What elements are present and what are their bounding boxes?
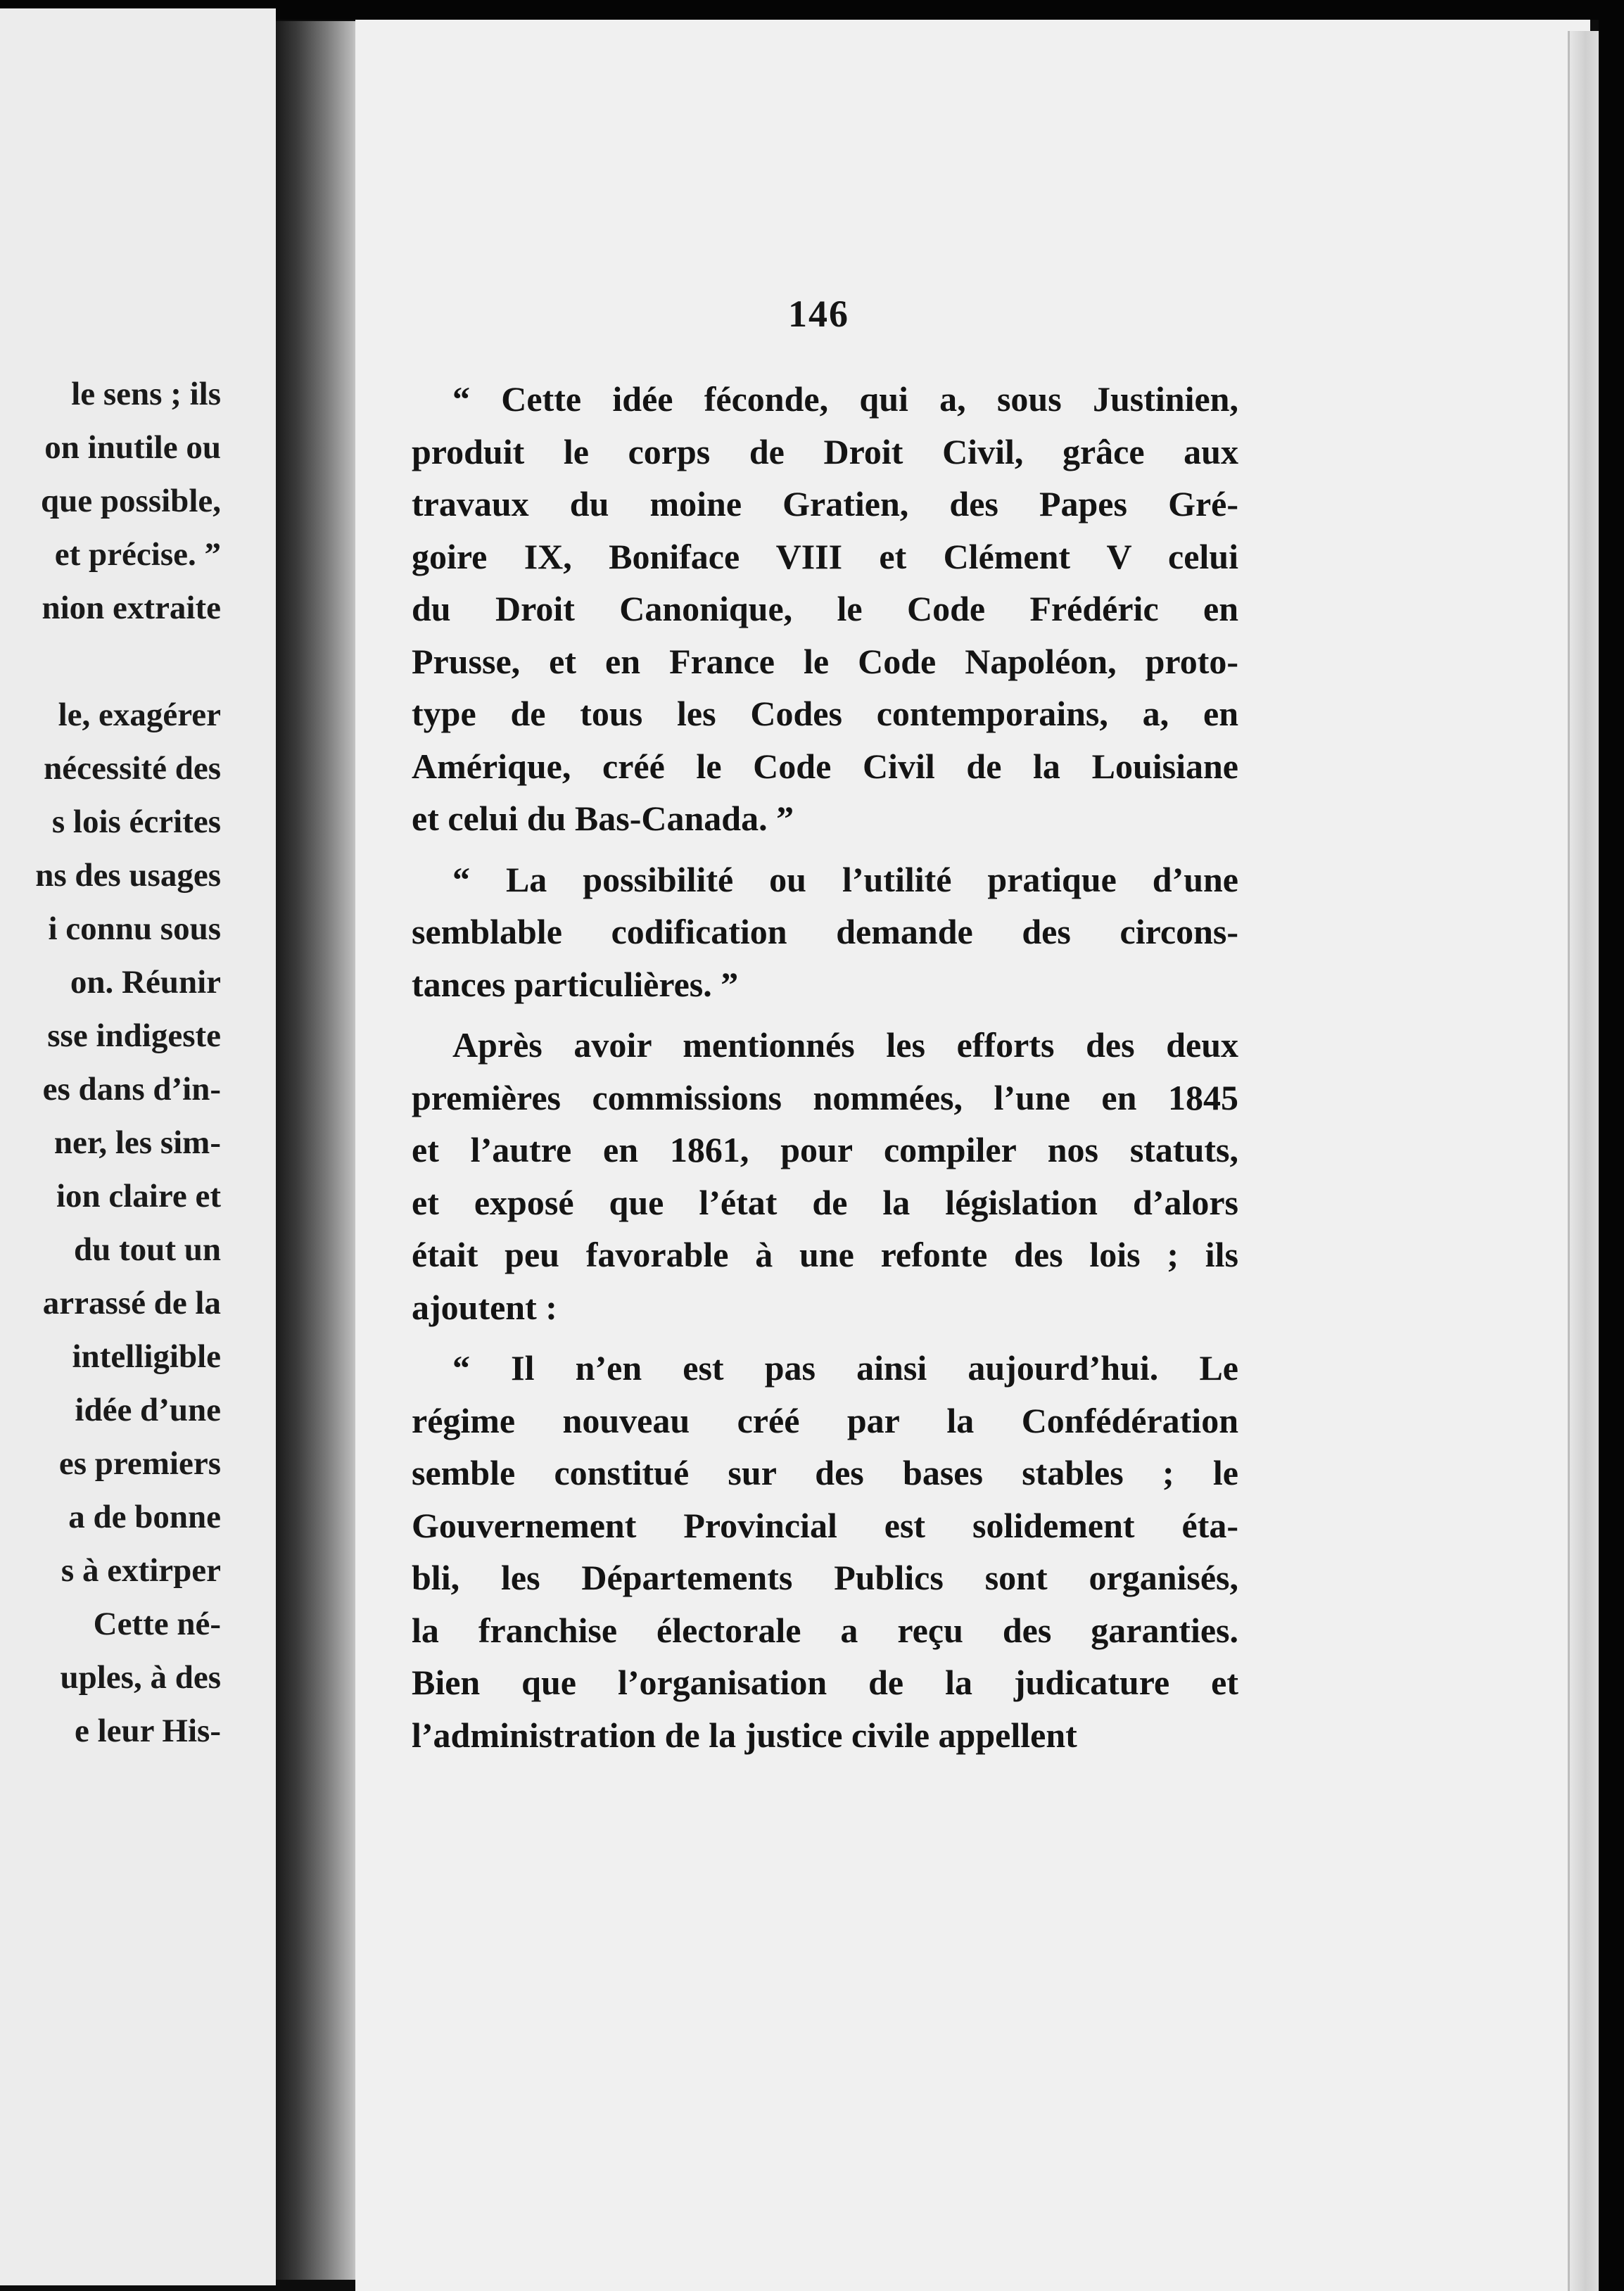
- text-line: “ La possibilité ou l’utilité pratique d’une: [452, 859, 1238, 899]
- paragraph: [412, 1342, 1238, 1761]
- paragraph-gap: [412, 1010, 1238, 1019]
- facing-page-line: du tout un: [74, 1231, 221, 1268]
- facing-page-line: e leur His-: [75, 1713, 221, 1749]
- facing-page-line: arrassé de la: [42, 1285, 221, 1321]
- text-line: “ Il n’en est pas ainsi aujourd’hui. Le: [452, 1348, 1238, 1388]
- text-line: “ Cette idée féconde, qui a, sous Justinien,: [452, 379, 1238, 419]
- facing-page-line: ner, les sim-: [53, 1124, 221, 1161]
- facing-page-line: on inutile ou: [44, 429, 221, 466]
- text-line: Gouvernement Provincial est solidement éta-: [412, 1505, 1238, 1545]
- facing-page-text: [35, 367, 221, 1758]
- text-line: Après avoir mentionnés les efforts des deux: [452, 1025, 1238, 1065]
- facing-page-left: [0, 8, 276, 2285]
- facing-page-line: le, exagérer: [58, 697, 221, 733]
- facing-page-line: s lois écrites: [51, 804, 221, 840]
- page-edge: [1568, 31, 1601, 2291]
- text-line: travaux du moine Gratien, des Papes Gré-: [412, 484, 1238, 523]
- text-line: Amérique, créé le Code Civil de la Louisiane: [412, 746, 1238, 786]
- facing-page-line: intelligible: [72, 1338, 221, 1375]
- facing-page-line: es dans d’in-: [42, 1071, 221, 1108]
- text-line: goire IX, Boniface VIII et Clément V celui: [412, 536, 1238, 576]
- facing-page-line: on. Réunir: [70, 964, 221, 1001]
- facing-page-line: et précise. ”: [54, 536, 221, 573]
- text-line: bli, les Départements Publics sont organisés,: [412, 1558, 1238, 1597]
- facing-page-line: uples, à des: [60, 1659, 221, 1696]
- scan-border-right: [1599, 0, 1624, 2291]
- facing-page-line: ion claire et: [56, 1178, 221, 1214]
- book-gutter-shadow: [276, 21, 360, 2280]
- facing-page-line: ns des usages: [35, 857, 221, 894]
- text-line: semblable codification demande des circons-: [412, 912, 1238, 951]
- paragraph: [412, 373, 1238, 845]
- text-line: du Droit Canonique, le Code Frédéric en: [412, 589, 1238, 628]
- facing-page-line: a de bonne: [68, 1499, 221, 1535]
- text-line: était peu favorable à une refonte des lois ; ils: [412, 1235, 1238, 1274]
- text-line: Prusse, et en France le Code Napoléon, proto-: [412, 641, 1238, 681]
- facing-page-line: nécessité des: [44, 750, 221, 787]
- facing-page-line: le sens ; ils: [71, 376, 221, 412]
- paragraph: [412, 853, 1238, 1011]
- facing-page-line: sse indigeste: [47, 1017, 221, 1054]
- paragraph-gap: [412, 1333, 1238, 1342]
- facing-page-line: que possible,: [41, 483, 221, 519]
- text-line: régime nouveau créé par la Confédération: [412, 1400, 1238, 1440]
- text-line: type de tous les Codes contemporains, a, en: [412, 694, 1238, 733]
- text-line: premières commissions nommées, l’une en 1845: [412, 1077, 1238, 1117]
- paragraph: [412, 1019, 1238, 1333]
- text-line: et celui du Bas-Canada. ”: [412, 799, 794, 838]
- main-text-block: [412, 373, 1238, 1761]
- facing-page-line: idée d’une: [75, 1392, 221, 1428]
- text-line: tances particulières. ”: [412, 964, 739, 1004]
- text-line: et exposé que l’état de la législation d’alors: [412, 1182, 1238, 1222]
- facing-page-line: s à extirper: [61, 1552, 221, 1589]
- text-line: et l’autre en 1861, pour compiler nos statuts,: [412, 1130, 1238, 1169]
- text-line: l’administration de la justice civile appellent: [412, 1715, 1077, 1755]
- text-line: produit le corps de Droit Civil, grâce aux: [412, 431, 1238, 471]
- facing-page-line: es premiers: [58, 1445, 221, 1482]
- facing-page-line: i connu sous: [48, 910, 221, 947]
- paragraph-gap: [412, 845, 1238, 853]
- facing-page-line: nion extraite: [42, 590, 221, 626]
- text-line: semble constitué sur des bases stables ; le: [412, 1453, 1238, 1492]
- facing-page-line: Cette né-: [93, 1606, 221, 1642]
- text-line: ajoutent :: [412, 1287, 557, 1327]
- page-number: 146: [788, 293, 849, 335]
- facing-page-line: [35, 635, 221, 688]
- text-line: Bien que l’organisation de la judicature et: [412, 1663, 1238, 1702]
- text-line: la franchise électorale a reçu des garanties.: [412, 1610, 1238, 1650]
